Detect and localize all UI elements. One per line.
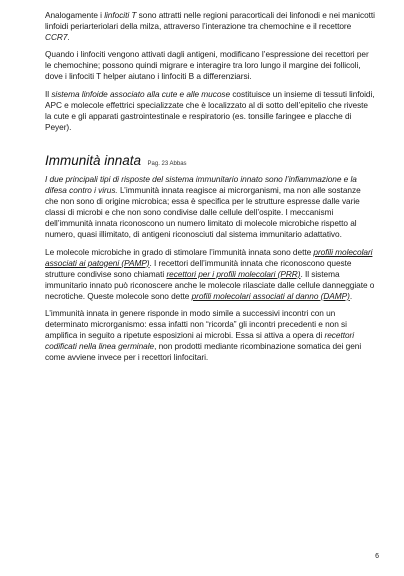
- text-run: Il: [45, 88, 52, 99]
- text-run: .: [67, 32, 70, 43]
- page-number: 6: [375, 553, 379, 560]
- text-run: .: [349, 290, 353, 301]
- text-run: . Il sistema immunitario innato può riconoscere anche le molecole rilasciate dalle cellule danneggiate o necrotiche. Queste molecole sono dette: [45, 268, 375, 301]
- paragraph: [45, 49, 375, 82]
- innate-immunity-section: [45, 174, 375, 364]
- emphasized-text: sistema linfoide associato alla cute e alle mucose: [51, 88, 231, 99]
- paragraph: [45, 89, 375, 133]
- text-run: Quando i linfociti vengono attivati dagli antigeni, modificano l’espressione dei recettori per le chemochine; possono quindi migrare e interagire tra loro lungo il margine dei follicoli, dove i linfociti T helper aiutano i linfociti B a differenziarsi.: [45, 49, 369, 82]
- text-run: Le molecole microbiche in grado di stimolare l’immunità innata sono dette: [45, 246, 314, 257]
- intro-section: [45, 10, 375, 133]
- emphasized-text: linfociti T: [104, 10, 137, 20]
- text-run: . I recettori dell’immunità innata che riconoscono queste strutture condivise sono chiamati: [45, 257, 352, 279]
- text-run: sono attratti nelle regioni paracorticali dei linfonodi e nei manicotti linfoidi periarteriolari della milza, attraverso l’interazione tra chemochine e il recettore: [45, 10, 375, 32]
- emphasized-text: CCR7: [45, 32, 68, 43]
- text-run: costituisce un insieme di tessuti linfoidi, APC e molecole effettrici specializzate che è localizzato al di sotto dell’epitelio che riveste la cute e gli apparati gastrointestinale e respiratorio (es. tonsille faringee e placche di Peyer).: [45, 88, 375, 132]
- paragraph: [45, 247, 375, 302]
- paragraph: [45, 10, 375, 43]
- text-run: L’immunità innata reagisce ai microrganismi, ma non alle sostanze che non sono di origine microbica; essa è specifica per le strutture espresse dalle varie classi di microbi e che non sono condivise dalle cellule dell’ospite. I meccanismi dell’immunità innata riconoscono un numero limitato di molecole microbiche rispetto al numero, quasi illimitato, di antigeni riconosciuti dal sistema immunitario adattativo.: [45, 185, 361, 240]
- emphasized-text: profili molecolari associati al danno (DAMP): [191, 290, 350, 301]
- text-run: Analogamente i: [45, 10, 105, 20]
- emphasized-text: profili molecolari associati ai patogeni (PAMP): [45, 246, 373, 268]
- paragraph: [45, 174, 375, 241]
- section-title: Immunità innata: [45, 152, 142, 168]
- section-heading: [45, 152, 375, 170]
- emphasized-text: recettori per i profili molecolari (PRR): [166, 268, 301, 279]
- text-run: , non prodotti mediante ricombinazione somatica dei geni come avviene invece per i recettori linfocitari.: [45, 341, 362, 363]
- emphasized-text: I due principali tipi di risposte del sistema immunitario innato sono l’infiammazione e la difesa contro i virus.: [45, 173, 357, 196]
- document-page: [45, 10, 375, 369]
- section-reference: Pag. 23 Abbas: [147, 160, 187, 167]
- emphasized-text: recettori codificati nella linea germinale: [45, 330, 355, 352]
- paragraph: [45, 308, 375, 363]
- text-run: L’immunità innata in genere risponde in modo simile a successivi incontri con un determinato microrganismo: essa infatti non “ricorda” gli incontri precedenti e non si amplifica in seguito a ripetute esposizioni ai microbi. Essa si attiva a opera di: [45, 307, 347, 341]
